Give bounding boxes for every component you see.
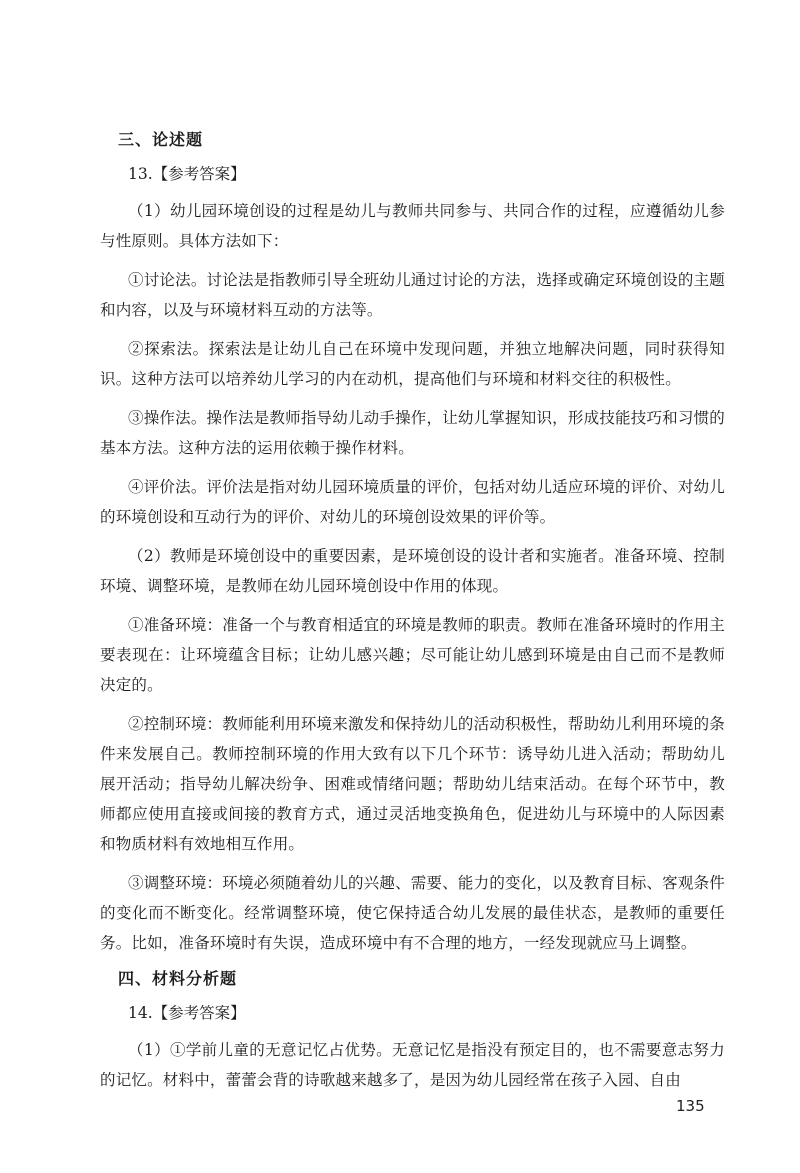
paragraph: ③调整环境：环境必须随着幼儿的兴趣、需要、能力的变化，以及教育目标、客观条件的变化而不断变化。经常调整环境，使它保持适合幼儿发展的最佳状态，是教师的重要任务。比如，准备环境时有失误，造成环境中有不合理的地方，一经发现就应马上调整。 — [100, 874, 725, 952]
paragraph: （2）教师是环境创设中的重要因素，是环境创设的设计者和实施者。准备环境、控制环境、调整环境，是教师在幼儿园环境创设中作用的体现。 — [100, 547, 725, 595]
section-heading-material-analysis: 四、材料分析题 — [118, 969, 238, 988]
paragraph: （1）①学前儿童的无意记忆占优势。无意记忆是指没有预定目的，也不需要意志努力的记忆。材料中，蕾蕾会背的诗歌越来越多了，是因为幼儿园经常在孩子入园、自由 — [100, 1041, 725, 1089]
page-content — [100, 128, 725, 1104]
page-number: 135 — [676, 1097, 705, 1115]
paragraph: ①准备环境：准备一个与教育相适宜的环境是教师的职责。教师在准备环境时的作用主要表现在：让环境蕴含目标；让幼儿感兴趣；尽可能让幼儿感到环境是由自己而不是教师决定的。 — [100, 616, 725, 694]
paragraph: ②探索法。探索法是让幼儿自己在环境中发现问题，并独立地解决问题，同时获得知识。这种方法可以培养幼儿学习的内在动机，提高他们与环境和材料交往的积极性。 — [100, 340, 725, 388]
paragraph: ③操作法。操作法是教师指导幼儿动手操作，让幼儿掌握知识，形成技能技巧和习惯的基本方法。这种方法的运用依赖于操作材料。 — [100, 409, 725, 457]
section-heading-essay: 三、论述题 — [118, 130, 204, 149]
paragraph: ①讨论法。讨论法是指教师引导全班幼儿通过讨论的方法，选择或确定环境创设的主题和内容，以及与环境材料互动的方法等。 — [100, 271, 725, 319]
paragraph: （1）幼儿园环境创设的过程是幼儿与教师共同参与、共同合作的过程，应遵循幼儿参与性原则。具体方法如下： — [100, 202, 725, 250]
paragraph: ④评价法。评价法是指对幼儿园环境质量的评价，包括对幼儿适应环境的评价、对幼儿的环境创设和互动行为的评价、对幼儿的环境创设效果的评价等。 — [100, 478, 725, 526]
question-14-answer-label: 14.【参考答案】 — [128, 1004, 246, 1022]
question-13-answer-label: 13.【参考答案】 — [128, 165, 246, 183]
paragraph: ②控制环境：教师能利用环境来激发和保持幼儿的活动积极性，帮助幼儿利用环境的条件来发展自己。教师控制环境的作用大致有以下几个环节：诱导幼儿进入活动；帮助幼儿展开活动；指导幼儿解决纷争、困难或情绪问题；帮助幼儿结束活动。在每个环节中，教师都应使用直接或间接的教育方式，通过灵活地变换角色，促进幼儿与环境中的人际因素和物质材料有效地相互作用。 — [100, 715, 725, 853]
